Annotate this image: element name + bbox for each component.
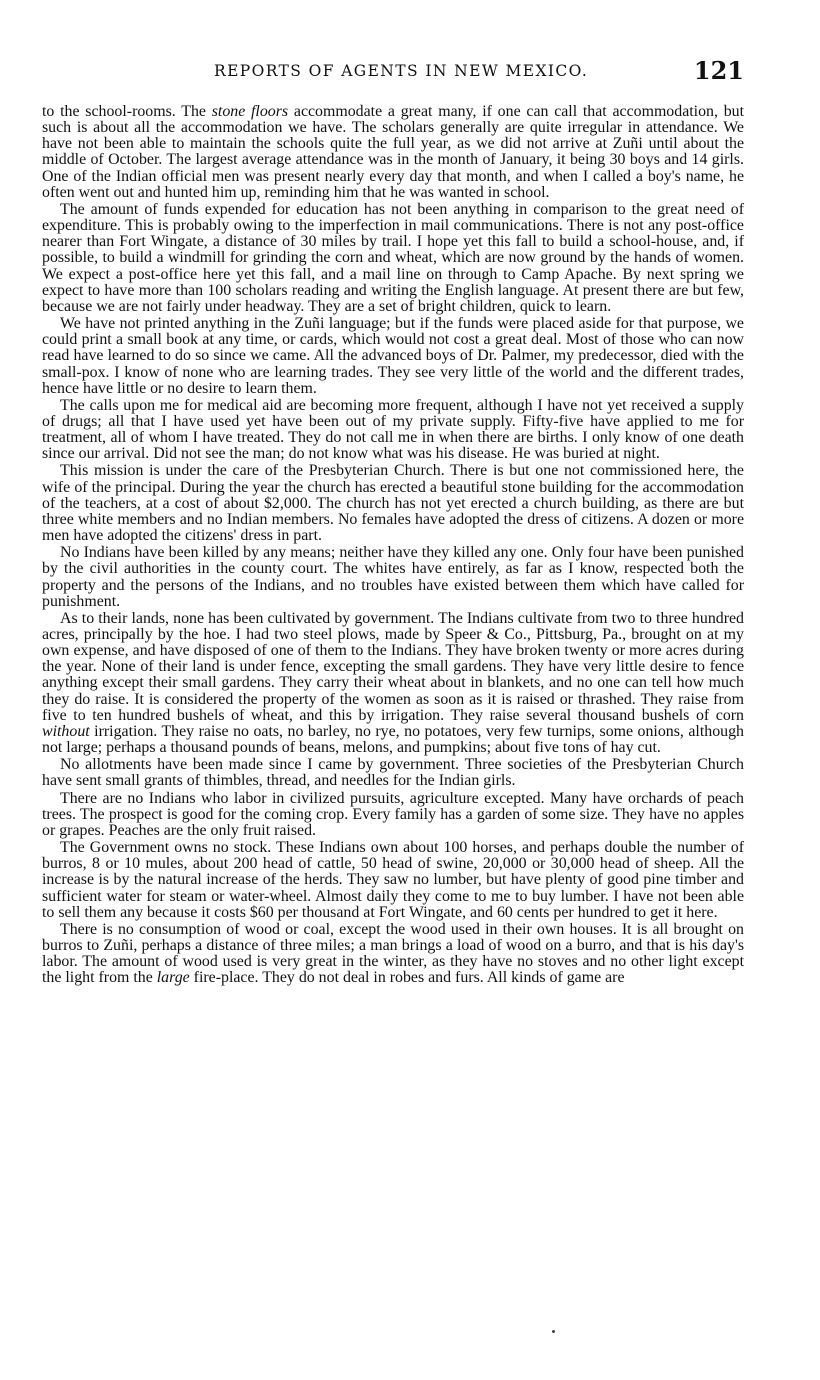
- page-number: 121: [693, 56, 744, 85]
- body-text: [42, 104, 744, 986]
- text-run: The Government owns no stock. These Indians own about 100 horses, and perhaps double the number of burros, 8 or 10 mules, about 200 head of cattle, 50 head of swine, 20,000 or 30,000 head of sheep. All the increase is by the natural increase of the herds. They saw no lumber, but have plenty of good pine timber and sufficient water for steam or water-wheel. Almost daily they come to me to buy lumber. I have not been able to sell them any because it costs $60 per thousand at Fort Wingate, and 60 cents per hundred to get it here.: [42, 839, 744, 921]
- text-run: As to their lands, none has been cultivated by government. The Indians cultivate from two to three hundred acres, principally by the hoe. I had two steel plows, made by Speer & Co., Pittsburg, Pa., brought on at my own expense, and have disposed of one of them to the Indians. They have broken twenty or more acres during the year. None of their land is under fence, excepting the small gardens. They have very little desire to fence anything except their small gardens. They carry their wheat about in blankets, and no one can tell how much they do raise. It is considered the property of the women as soon as it is raised or thrashed. They raise from five to ten hundred bushels of wheat, and this by irrigation. They raise several thousand bushels of corn: [42, 609, 744, 724]
- print-speck: [552, 1330, 555, 1333]
- text-run: fire-place. They do not deal in robes and furs. All kinds of game are: [189, 969, 625, 987]
- paragraph: [42, 104, 744, 201]
- text-run: This mission is under the care of the Presbyterian Church. There is but one not commissioned here, the wife of the principal. During the year the church has erected a beautiful stone building for the accommodation of the teachers, at a cost of about $2,000. The church has not yet erected a church building, as there are but three white members and no Indian members. No females have adopted the dress of citizens. A dozen or more men have adopted the citizens' dress in part.: [42, 462, 744, 545]
- italic-text: without: [42, 722, 90, 740]
- paragraph: [42, 611, 744, 756]
- paragraph: [42, 791, 744, 839]
- italic-text: stone floors: [211, 103, 289, 120]
- paragraph: [42, 316, 744, 397]
- text-run: to the school-rooms. The: [42, 103, 212, 120]
- text-run: No Indians have been killed by any means; neither have they killed any one. Only four have been punished by the civil authorities in the county court. The whites have entirely, as far as I know, respected both the property and the persons of the Indians, and no troubles have existed between them which have called for punishment.: [42, 544, 744, 610]
- text-run: There are no Indians who labor in civilized pursuits, agriculture excepted. Many have orchards of peach trees. The prospect is good for the coming crop. Every family has a garden of some size. They have no apples or grapes. Peaches are the only fruit raised.: [42, 789, 744, 839]
- text-run: There is no consumption of wood or coal, except the wood used in their own houses. It is all brought on burros to Zuñi, perhaps a distance of three miles; a man brings a load of wood on a burro, and that is his day's labor. The amount of wood used is very great in the winter, as they have no stoves and no other light except the light from the: [42, 920, 744, 987]
- text-run: The calls upon me for medical aid are becoming more frequent, although I have not yet received a supply of drugs; all that I have used yet have been out of my private supply. Fifty-five have applied to me for treatment, all of whom I have treated. They do not call me in when there are births. I only know of one death since our arrival. Did not see the man; do not know what was his disease. He was buried at night.: [42, 396, 744, 463]
- text-run: No allotments have been made since I came by government. Three societies of the Presbyterian Church have sent small grants of thimbles, thread, and needles for the Indian girls.: [42, 756, 744, 790]
- text-run: We have not printed anything in the Zuñi language; but if the funds were placed aside for that purpose, we could print a small book at any time, or cards, which would not cost a great deal. Most of those who can now read have learned to do so since we came. All the advanced boys of Dr. Palmer, my predecessor, died with the small-pox. I know of none who are learning trades. They see very little of the world and the different trades, hence have little or no desire to learn them.: [42, 315, 744, 397]
- text-run: accommodate a great many, if one can call that accommodation, but such is about all the accommodation we have. The scholars generally are quite irregular in attendance. We have not been able to maintain the schools quite the full year, as we did not arrive at Zuñi until about the middle of October. The largest average attendance was in the month of January, it being 30 boys and 14 girls. One of the Indian official men was present nearly every day that month, and when I called a boy's name, he often went out and hunted him up, reminding him that he was wanted in school.: [42, 103, 745, 201]
- paragraph: [42, 840, 744, 921]
- paragraph: [42, 463, 744, 544]
- paragraph: [42, 922, 744, 987]
- paragraph: [42, 398, 744, 463]
- running-title: REPORTS OF AGENTS IN NEW MEXICO.: [214, 62, 589, 80]
- paragraph: [42, 545, 744, 610]
- page-header: [42, 56, 744, 96]
- paragraph: [42, 757, 744, 789]
- italic-text: large: [156, 969, 190, 987]
- text-run: The amount of funds expended for education has not been anything in comparison to the great need of expenditure. This is probably owing to the imperfection in mail communications. There is not any post-office nearer than Fort Wingate, a distance of 30 miles by trail. I hope yet this fall to build a school-house, and, if possible, to build a windmill for grinding the corn and wheat, which are now ground by the hands of women. We expect a post-office here yet this fall, and a mail line on through to Camp Apache. By next spring we expect to have more than 100 scholars reading and writing the English language. At present there are but few, because we are not fairly under headway. They are a set of bright children, quick to learn.: [42, 200, 744, 315]
- text-run: irrigation. They raise no oats, no barley, no rye, no potatoes, very few turnips, some onions, although not large; perhaps a thousand pounds of beans, melons, and pumpkins; about five tons of hay cut.: [42, 722, 744, 757]
- paragraph: [42, 202, 744, 315]
